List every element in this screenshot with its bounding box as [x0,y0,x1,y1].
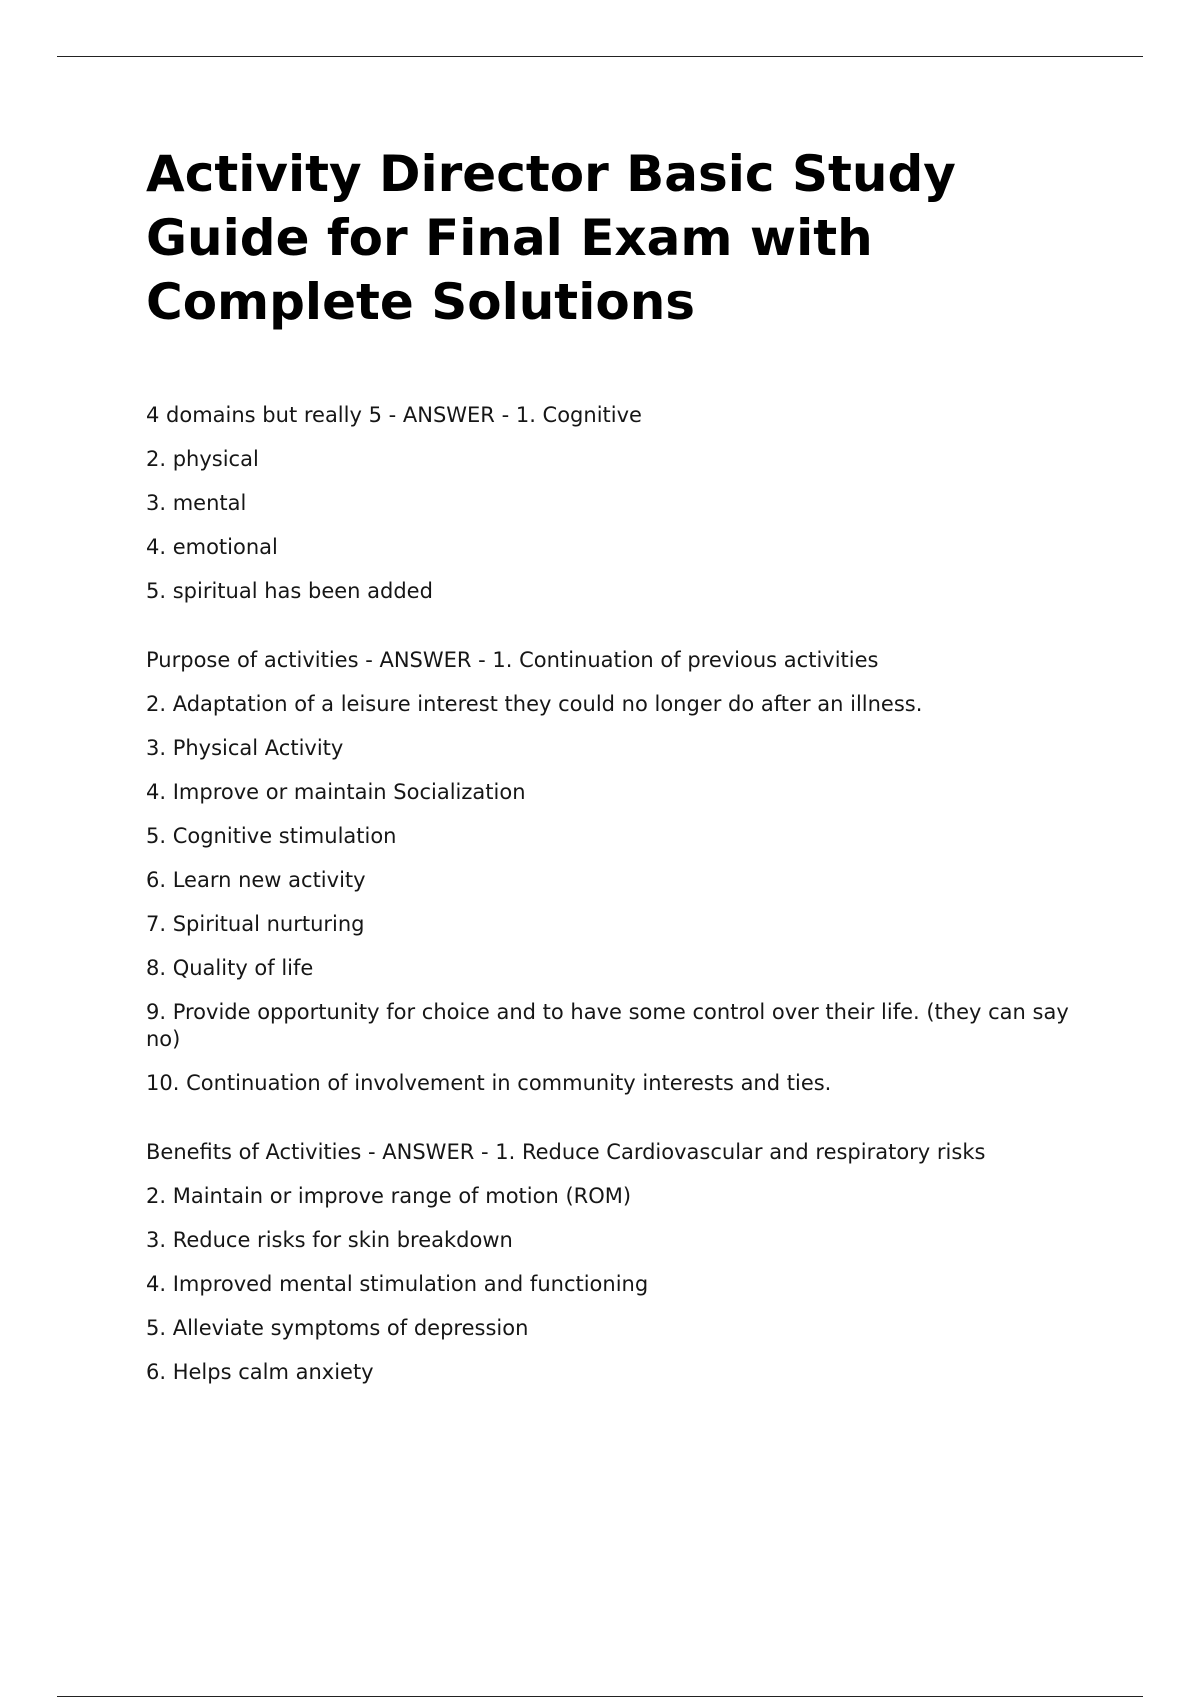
bottom-divider [57,1696,1143,1697]
question-answer-line: Benefits of Activities - ANSWER - 1. Reduce Cardiovascular and respiratory risks [146,1140,986,1164]
document-body [146,142,1086,1428]
qa-section-domains [146,402,1086,605]
top-divider [57,56,1143,57]
answer-item: 2. physical [146,447,259,471]
answer-item: 3. Physical Activity [146,736,344,760]
answer-item: 5. spiritual has been added [146,579,433,603]
answer-item: 10. Continuation of involvement in community interests and ties. [146,1071,832,1095]
answer-item: 9. Provide opportunity for choice and to have some control over their life. (they can say no) [146,1000,1069,1051]
answer-item: 4. Improved mental stimulation and functioning [146,1272,649,1296]
answer-item: 6. Learn new activity [146,868,366,892]
question-answer-line: 4 domains but really 5 - ANSWER - 1. Cognitive [146,403,642,427]
answer-item: 3. Reduce risks for skin breakdown [146,1228,513,1252]
qa-section-purpose [146,647,1086,1097]
answer-item: 5. Alleviate symptoms of depression [146,1316,529,1340]
answer-item: 4. emotional [146,535,278,559]
answer-item: 2. Maintain or improve range of motion (ROM) [146,1184,632,1208]
document-title: Activity Director Basic Study Guide for Final Exam with Complete Solutions [146,145,956,331]
answer-item: 3. mental [146,491,247,515]
answer-item: 4. Improve or maintain Socialization [146,780,526,804]
answer-item: 8. Quality of life [146,956,314,980]
answer-item: 5. Cognitive stimulation [146,824,397,848]
question-answer-line: Purpose of activities - ANSWER - 1. Continuation of previous activities [146,648,879,672]
answer-item: 7. Spiritual nurturing [146,912,365,936]
answer-item: 6. Helps calm anxiety [146,1360,374,1384]
qa-section-benefits [146,1139,1086,1386]
answer-item: 2. Adaptation of a leisure interest they could no longer do after an illness. [146,692,923,716]
